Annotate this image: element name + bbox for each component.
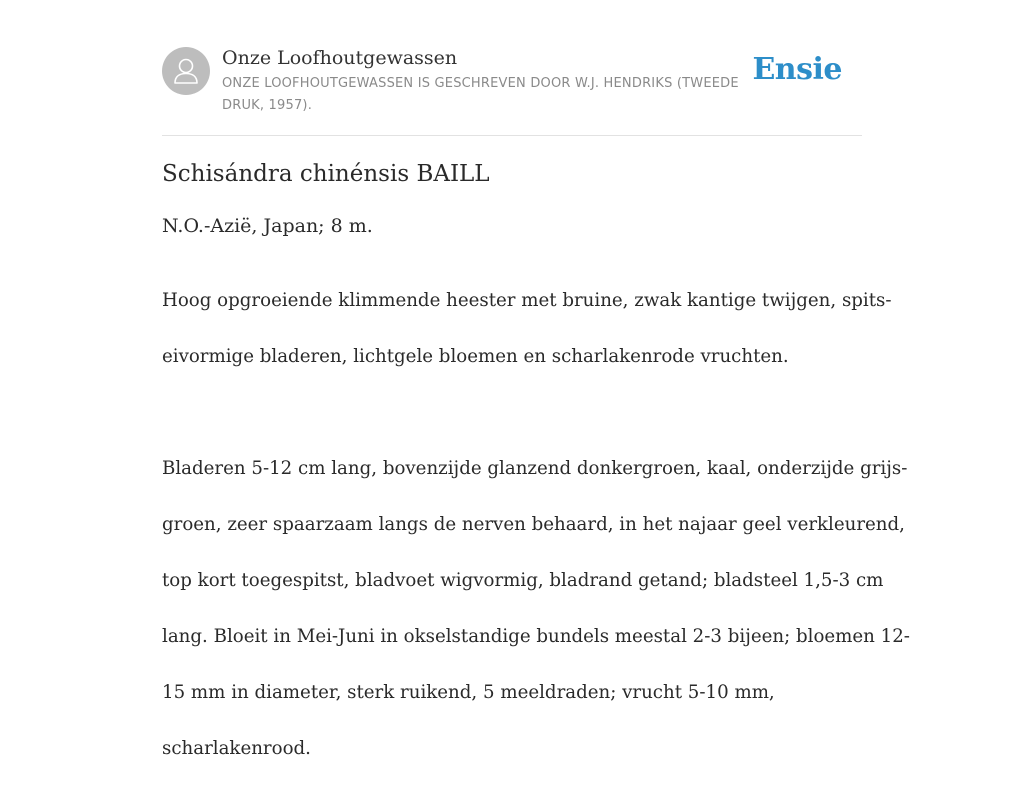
body-line: scharlakenrood. xyxy=(162,738,311,759)
paragraph-spacer xyxy=(162,399,862,427)
entry-title: Schisándra chinénsis BAILL xyxy=(162,161,490,187)
body-line: lang. Bloeit in Mei-Juni in okselstandige bundels meestal 2-3 bijeen; bloemen 12- xyxy=(162,626,910,647)
body-line: Hoog opgroeiende klimmende heester met bruine, zwak kantige twijgen, spits- xyxy=(162,290,892,311)
entry-card xyxy=(162,0,910,759)
body-line: groen, zeer spaarzaam langs de nerven behaard, in het najaar geel verkleurend, xyxy=(162,514,905,535)
body-line: eivormige bladeren, lichtgele bloemen en scharlakenrode vruchten. xyxy=(162,346,789,367)
body-line: Bladeren 5-12 cm lang, bovenzijde glanzend donkergroen, kaal, onderzijde grijs- xyxy=(162,458,908,479)
entry-region: N.O.-Azië, Japan; 8 m. xyxy=(162,215,373,237)
source-header xyxy=(162,0,862,136)
book-description: ONZE LOOFHOUTGEWASSEN IS GESCHREVEN DOOR W.J. HENDRIKS (TWEEDE DRUK, 1957). xyxy=(222,76,739,113)
body-line: 15 mm in diameter, sterk ruikend, 5 meeldraden; vrucht 5-10 mm, xyxy=(162,682,775,703)
brand-logo[interactable]: Ensie xyxy=(752,52,842,87)
book-title[interactable]: Onze Loofhoutgewassen xyxy=(222,47,458,69)
body-line: top kort toegespitst, bladvoet wigvormig, bladrand getand; bladsteel 1,5-3 cm xyxy=(162,570,884,591)
source-meta xyxy=(222,45,752,117)
user-icon xyxy=(162,47,210,95)
avatar[interactable] xyxy=(162,47,210,95)
entry-body xyxy=(162,259,910,791)
